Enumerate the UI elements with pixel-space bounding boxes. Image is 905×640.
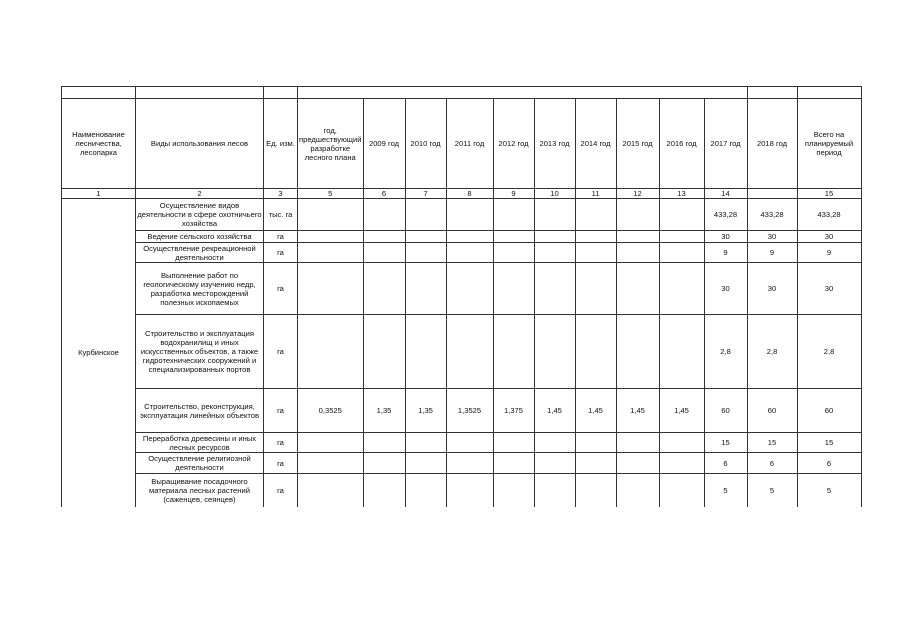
forest-use-kind: Строительство, реконструкция, эксплуатация линейных объектов — [136, 389, 264, 433]
table-row — [62, 199, 862, 231]
value-cell — [616, 433, 659, 453]
value-cell — [298, 315, 364, 389]
value-cell — [405, 453, 446, 474]
column-number: 13 — [659, 189, 704, 199]
value-cell — [493, 474, 534, 507]
value-cell — [534, 315, 575, 389]
unit-cell: га — [264, 243, 298, 263]
header-year: 2018 год — [747, 99, 797, 189]
value-cell: 1,45 — [659, 389, 704, 433]
header-forestry-top — [62, 87, 136, 99]
value-cell: 9 — [704, 243, 747, 263]
value-cell — [446, 474, 493, 507]
value-cell — [534, 243, 575, 263]
unit-cell: га — [264, 433, 298, 453]
value-cell — [405, 199, 446, 231]
value-cell: 1,45 — [534, 389, 575, 433]
value-cell — [575, 231, 616, 243]
column-number: 14 — [704, 189, 747, 199]
forest-use-table — [61, 86, 862, 507]
forest-use-kind: Осуществление религиозной деятельности — [136, 453, 264, 474]
value-cell: 6 — [704, 453, 747, 474]
unit-cell: га — [264, 263, 298, 315]
table-row — [62, 231, 862, 243]
column-number: 5 — [298, 189, 364, 199]
unit-cell: тыс. га — [264, 199, 298, 231]
header-kinds-top — [136, 87, 264, 99]
column-number: 3 — [264, 189, 298, 199]
header-year: 2010 год — [405, 99, 446, 189]
header-years-group — [298, 87, 748, 99]
header-unit-top — [264, 87, 298, 99]
forest-use-kind: Выполнение работ по геологическому изучению недр, разработка месторождений полезных ископаемых — [136, 263, 264, 315]
value-cell — [616, 474, 659, 507]
column-number: 15 — [797, 189, 861, 199]
value-cell — [575, 263, 616, 315]
header-kinds: Виды использования лесов — [136, 99, 264, 189]
value-cell: 1,35 — [405, 389, 446, 433]
unit-cell: га — [264, 453, 298, 474]
value-cell: 2,8 — [797, 315, 861, 389]
column-number: 10 — [534, 189, 575, 199]
column-number — [747, 189, 797, 199]
value-cell — [446, 315, 493, 389]
value-cell — [493, 263, 534, 315]
value-cell — [405, 315, 446, 389]
header-total-top — [797, 87, 861, 99]
value-cell — [575, 315, 616, 389]
column-number: 8 — [446, 189, 493, 199]
header-year: 2015 год — [616, 99, 659, 189]
unit-cell: га — [264, 389, 298, 433]
value-cell: 15 — [747, 433, 797, 453]
value-cell — [363, 433, 405, 453]
value-cell — [616, 315, 659, 389]
value-cell — [575, 243, 616, 263]
header-year: 2012 год — [493, 99, 534, 189]
value-cell — [363, 243, 405, 263]
value-cell — [446, 433, 493, 453]
value-cell: 15 — [704, 433, 747, 453]
value-cell — [298, 199, 364, 231]
value-cell — [493, 199, 534, 231]
value-cell: 30 — [704, 263, 747, 315]
value-cell: 2,8 — [704, 315, 747, 389]
value-cell — [363, 474, 405, 507]
value-cell: 30 — [747, 231, 797, 243]
forest-use-kind: Осуществление видов деятельности в сфере охотничьего хозяйства — [136, 199, 264, 231]
value-cell — [575, 453, 616, 474]
value-cell: 5 — [747, 474, 797, 507]
column-number: 1 — [62, 189, 136, 199]
value-cell: 433,28 — [747, 199, 797, 231]
value-cell — [534, 433, 575, 453]
value-cell — [298, 433, 364, 453]
value-cell: 1,45 — [575, 389, 616, 433]
column-number: 11 — [575, 189, 616, 199]
value-cell: 9 — [797, 243, 861, 263]
value-cell: 5 — [704, 474, 747, 507]
value-cell — [363, 199, 405, 231]
value-cell — [493, 243, 534, 263]
table-row — [62, 453, 862, 474]
value-cell: 433,28 — [797, 199, 861, 231]
value-cell: 15 — [797, 433, 861, 453]
value-cell — [575, 433, 616, 453]
value-cell: 6 — [747, 453, 797, 474]
header-total: Всего на планируемый период — [797, 99, 861, 189]
column-number: 9 — [493, 189, 534, 199]
value-cell: 60 — [797, 389, 861, 433]
forest-use-kind: Строительство и эксплуатация водохранилищ и иных искусственных объектов, а также гидротехнических сооружений и специализированных портов — [136, 315, 264, 389]
value-cell: 1,45 — [616, 389, 659, 433]
table-row — [62, 389, 862, 433]
value-cell — [446, 199, 493, 231]
header-year: 2014 год — [575, 99, 616, 189]
value-cell — [534, 453, 575, 474]
value-cell — [493, 433, 534, 453]
value-cell — [363, 453, 405, 474]
value-cell: 30 — [747, 263, 797, 315]
value-cell: 5 — [797, 474, 861, 507]
value-cell: 60 — [747, 389, 797, 433]
value-cell — [298, 474, 364, 507]
value-cell: 2,8 — [747, 315, 797, 389]
value-cell — [446, 453, 493, 474]
value-cell: 30 — [797, 263, 861, 315]
table-row — [62, 243, 862, 263]
table-row — [62, 474, 862, 507]
value-cell: 1,3525 — [446, 389, 493, 433]
unit-cell: га — [264, 231, 298, 243]
value-cell: 433,28 — [704, 199, 747, 231]
header-year: 2011 год — [446, 99, 493, 189]
header-year: 2017 год — [704, 99, 747, 189]
unit-cell: га — [264, 315, 298, 389]
value-cell: 9 — [747, 243, 797, 263]
value-cell — [659, 199, 704, 231]
table-row — [62, 315, 862, 389]
header-year: 2009 год — [363, 99, 405, 189]
forest-use-kind: Переработка древесины и иных лесных ресурсов — [136, 433, 264, 453]
column-number: 2 — [136, 189, 264, 199]
header-unit: Ед. изм. — [264, 99, 298, 189]
value-cell: 60 — [704, 389, 747, 433]
column-number: 6 — [363, 189, 405, 199]
value-cell — [493, 231, 534, 243]
value-cell — [298, 243, 364, 263]
value-cell — [405, 243, 446, 263]
value-cell — [534, 474, 575, 507]
value-cell — [405, 263, 446, 315]
value-cell — [534, 231, 575, 243]
value-cell — [659, 263, 704, 315]
value-cell — [405, 231, 446, 243]
column-number: 7 — [405, 189, 446, 199]
value-cell: 0,3525 — [298, 389, 364, 433]
value-cell: 30 — [797, 231, 861, 243]
header-year: 2013 год — [534, 99, 575, 189]
value-cell: 6 — [797, 453, 861, 474]
value-cell — [446, 243, 493, 263]
table-row — [62, 433, 862, 453]
value-cell — [405, 474, 446, 507]
value-cell — [659, 315, 704, 389]
value-cell — [616, 199, 659, 231]
value-cell — [298, 263, 364, 315]
column-number: 12 — [616, 189, 659, 199]
forestry-name: Курбинское — [62, 199, 136, 507]
value-cell — [616, 453, 659, 474]
value-cell — [534, 199, 575, 231]
value-cell — [575, 199, 616, 231]
value-cell — [659, 474, 704, 507]
value-cell — [659, 231, 704, 243]
value-cell — [616, 263, 659, 315]
header-2018-top — [747, 87, 797, 99]
value-cell — [363, 315, 405, 389]
table-row — [62, 263, 862, 315]
value-cell — [616, 243, 659, 263]
value-cell — [575, 474, 616, 507]
value-cell — [493, 453, 534, 474]
unit-cell: га — [264, 474, 298, 507]
value-cell — [298, 453, 364, 474]
value-cell — [363, 231, 405, 243]
value-cell: 1,35 — [363, 389, 405, 433]
header-year: 2016 год — [659, 99, 704, 189]
value-cell — [659, 453, 704, 474]
header-prev-year: год, предшествующий разработке лесного плана — [298, 99, 364, 189]
value-cell — [446, 263, 493, 315]
value-cell: 30 — [704, 231, 747, 243]
value-cell — [616, 231, 659, 243]
forest-use-kind: Осуществление рекреационной деятельности — [136, 243, 264, 263]
value-cell — [659, 433, 704, 453]
value-cell — [659, 243, 704, 263]
value-cell: 1,375 — [493, 389, 534, 433]
value-cell — [363, 263, 405, 315]
forest-use-kind: Ведение сельского хозяйства — [136, 231, 264, 243]
header-forestry: Наименование лесничества, лесопарка — [62, 99, 136, 189]
value-cell — [446, 231, 493, 243]
value-cell — [493, 315, 534, 389]
value-cell — [534, 263, 575, 315]
forest-use-kind: Выращивание посадочного материала лесных растений (саженцев, сеянцев) — [136, 474, 264, 507]
value-cell — [405, 433, 446, 453]
value-cell — [298, 231, 364, 243]
